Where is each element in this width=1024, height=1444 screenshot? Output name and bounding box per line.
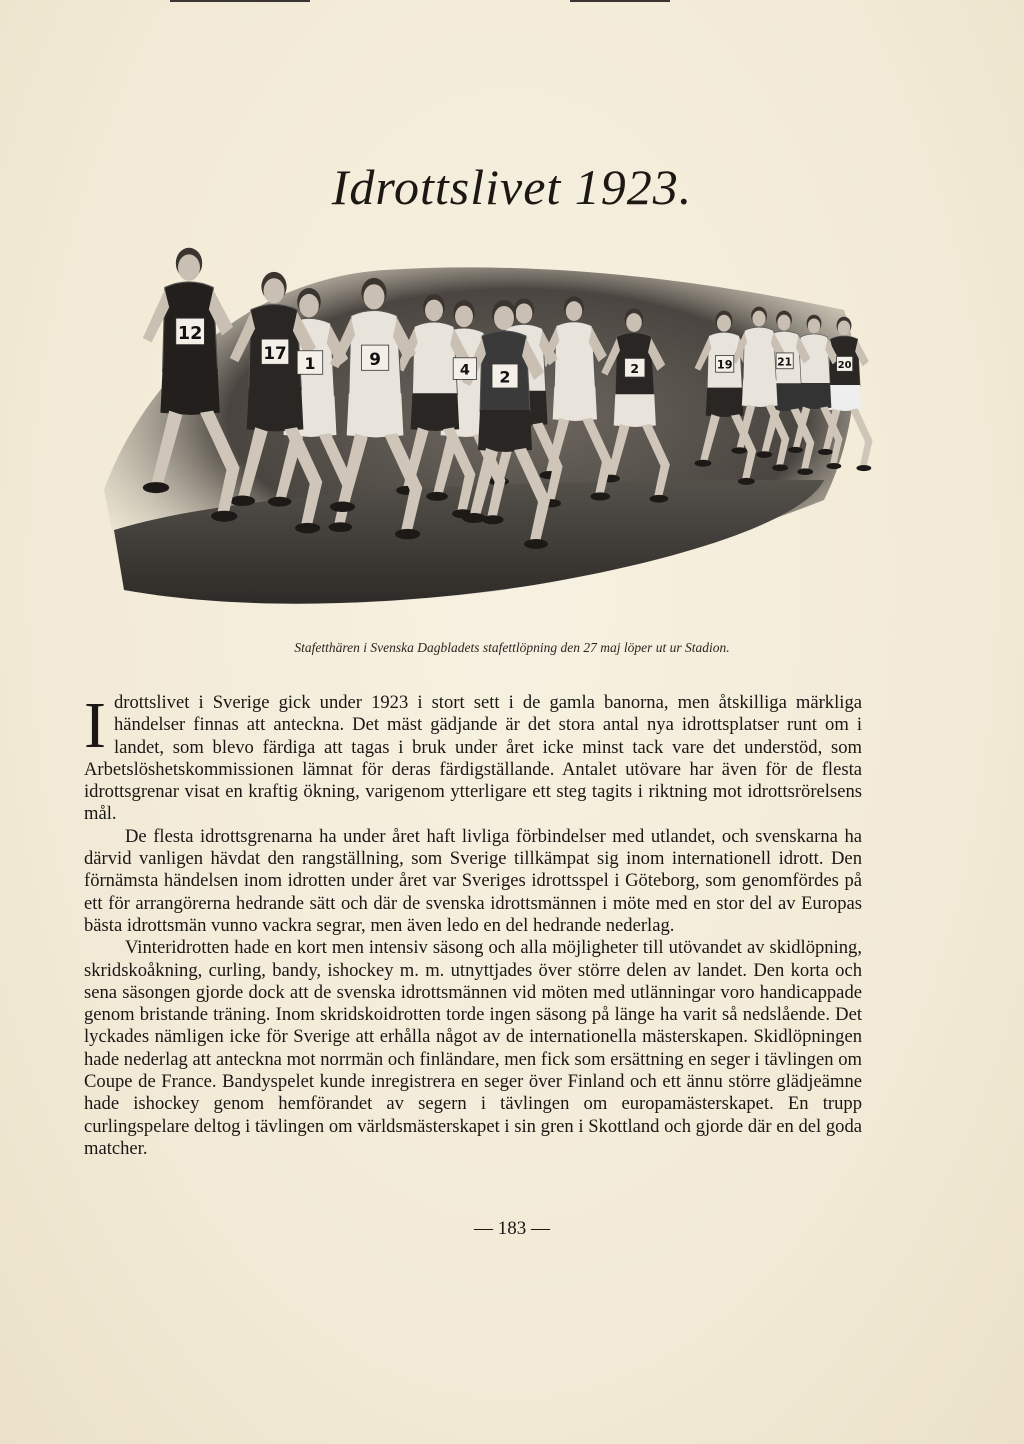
bib-number: 2 xyxy=(499,367,511,387)
paragraph-text: drottslivet i Sverige gick under 1923 i stort sett i de gamla banorna, men åtskilliga märkliga händelser finnas att anteckna. Det mäst gädjande är det stora antal nya idrottsplatser runt om i landet, som blevo färdiga att tagas i bruk under året icke minst tack vare det understöd, som Arbetslöshetskommissionen lämnat för deras färdigställande. Antalet utövare har även för de flesta idrottsgrenar visat en kraftig ökning, varigenom ytterligare ett steg tagits i riktning mot idrottsrörelsens mål. xyxy=(84,692,862,825)
bib-number: 21 xyxy=(777,356,793,369)
article-body xyxy=(84,689,862,1160)
photo-caption: Stafetthären i Svenska Dagbladets stafettlöpning den 27 maj löper ut ur Stadion. xyxy=(294,640,730,655)
bib-number: 20 xyxy=(837,360,852,372)
bib-number: 12 xyxy=(177,323,203,344)
top-edge-mark xyxy=(570,0,670,2)
relay-runners-photo xyxy=(84,240,874,620)
article-paragraph: Vinteridrotten hade en kort men intensiv säsong och alla möjligheter till utövandet av skidlöpning, skridskoåkning, curling, bandy, ishockey m. m. utnyttjades över större delen av landet. Den korta och sena säsongen gjorde dock att de svenska idrottsmännen vid möten med utlänningar voro handicappade genom bristande träning. Inom skridskoidrotten torde ingen säsong på länge ha varit så nedslående. Det lyckades nämligen icke för Sverige att erhålla något av de internationella mästerskapen. Skidlöpningen hade nederlag att anteckna mot norrmän och finländare, men fick som ersättning en seger i tävlingen om Coupe de France. Bandyspelet kunde inregistrera en seger över Finland och ett ännu större glädjeämne hade ishockey genom hemförandet av segern i tävlingen om europamästerskapet. En trupp curlingspelare deltog i tävlingen om världsmästerskapet i sin gren i Skottland och gjorde där en del goda matcher. xyxy=(84,937,862,1159)
top-edge-mark xyxy=(170,0,310,2)
page-title: Idrottslivet 1923. xyxy=(331,159,693,215)
bib-number: 19 xyxy=(716,358,733,372)
bib-number: 4 xyxy=(459,362,470,379)
bib-number: 1 xyxy=(304,354,316,374)
drop-cap: I xyxy=(84,689,106,762)
bib-number: 17 xyxy=(263,342,287,363)
bib-number: 9 xyxy=(369,348,381,369)
bib-number: 2 xyxy=(630,360,640,376)
article-paragraph: De flesta idrottsgrenarna ha under året haft livliga förbindelser med utlandet, och svenskarna ha därvid vanligen hävdat den rangställning, som Sverige tillkämpat sig inom internationell idrott. Den förnämsta händelsen inom idrotten under året var Sveriges idrottsspel i Göteborg, som genomfördes på ett för arrangörerna hedrande sätt och där de svenska idrottsmännen i möte med en stor del av Europas bästa idrottsmän vunno vackra segrar, men även ledo en del hedrande nederlag. xyxy=(84,825,862,936)
page-number: — 183 — xyxy=(474,1218,550,1239)
article-paragraph xyxy=(84,689,862,826)
